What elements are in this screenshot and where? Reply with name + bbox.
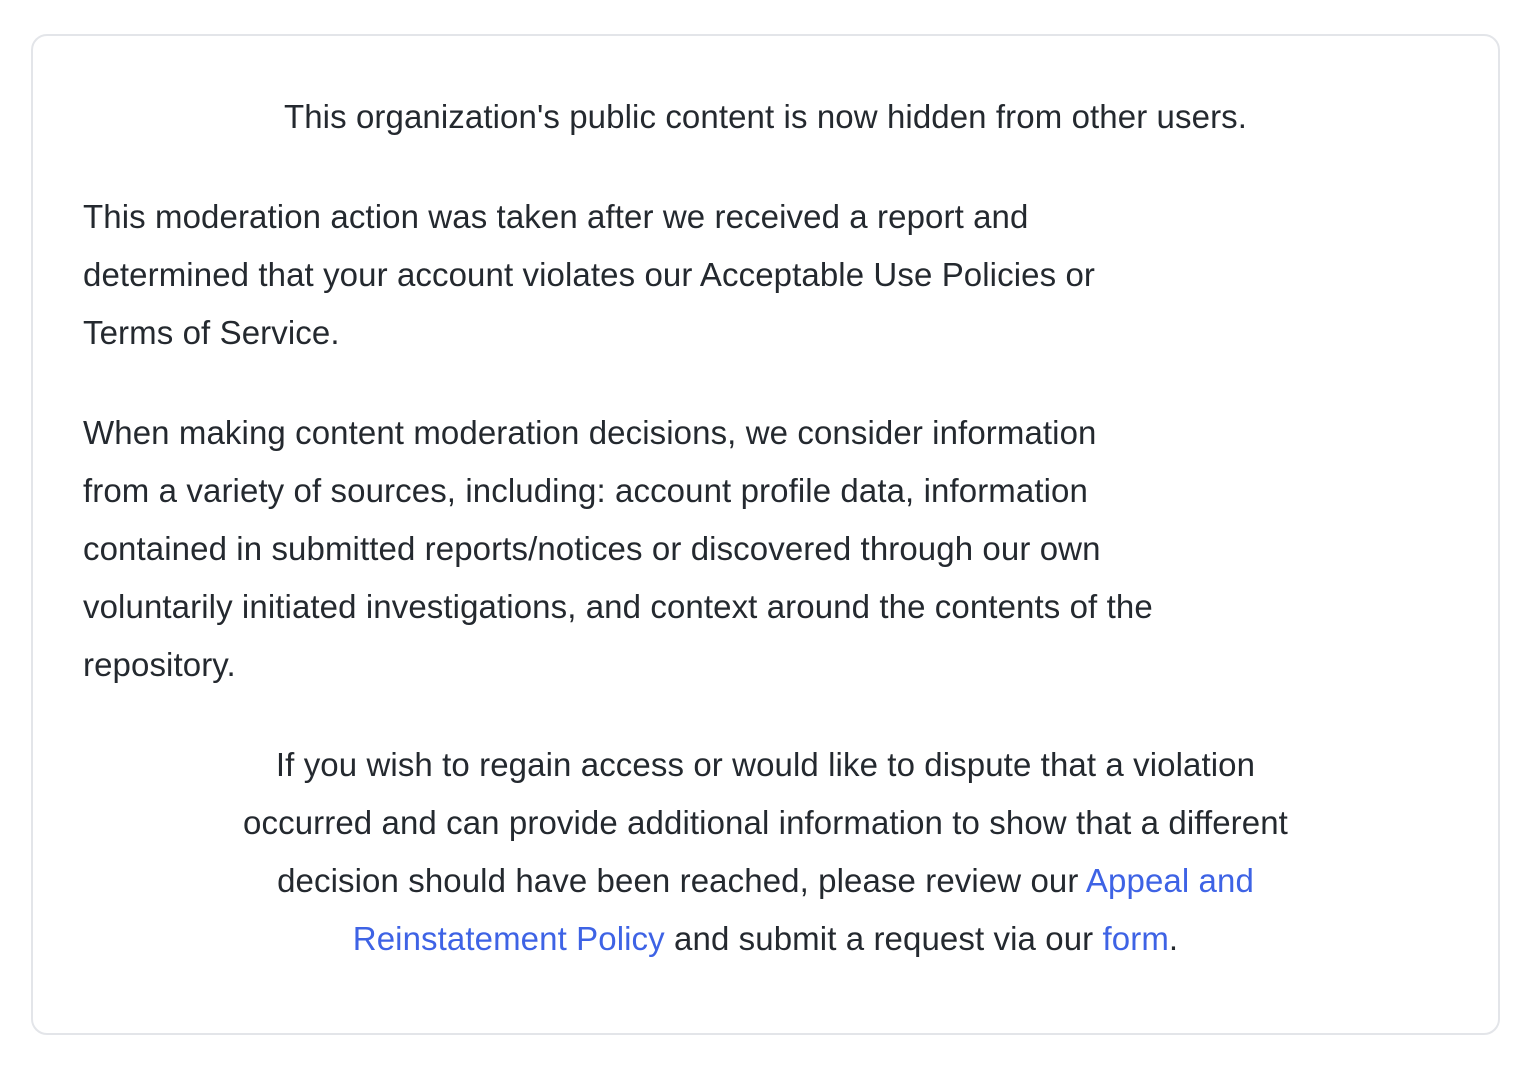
notice-paragraph-reason: [83, 188, 1448, 362]
text-line: Terms of Service.: [83, 314, 340, 351]
text-line: from a variety of sources, including: account profile data, information: [83, 472, 1088, 509]
notice-paragraph-process: [83, 404, 1448, 694]
text-line: voluntarily initiated investigations, and context around the contents of the: [83, 588, 1153, 625]
text-line: contained in submitted reports/notices or discovered through our own: [83, 530, 1101, 567]
text-segment: decision should have been reached, please review our: [277, 862, 1086, 899]
text-line: When making content moderation decisions, we consider information: [83, 414, 1097, 451]
text-line: occurred and can provide additional information to show that a different: [243, 804, 1288, 841]
text-line: determined that your account violates our Acceptable Use Policies or: [83, 256, 1096, 293]
text-line: [83, 910, 1448, 968]
text-line: This moderation action was taken after we received a report and: [83, 198, 1029, 235]
notice-paragraph-appeal: [83, 736, 1448, 968]
text-line: [83, 852, 1448, 910]
moderation-notice-card: [31, 34, 1500, 1035]
text-segment: and submit a request via our: [664, 920, 1103, 957]
notice-heading: [83, 88, 1448, 146]
text-line: If you wish to regain access or would like to dispute that a violation: [275, 746, 1256, 783]
appeal-policy-link[interactable]: Appeal and: [1085, 862, 1254, 899]
form-link[interactable]: form: [1102, 920, 1169, 957]
text-line: repository.: [83, 646, 236, 683]
heading-text: This organization's public content is now hidden from other users.: [283, 98, 1248, 135]
text-segment: .: [1168, 920, 1179, 957]
appeal-policy-link-continued[interactable]: Reinstatement Policy: [352, 920, 665, 957]
